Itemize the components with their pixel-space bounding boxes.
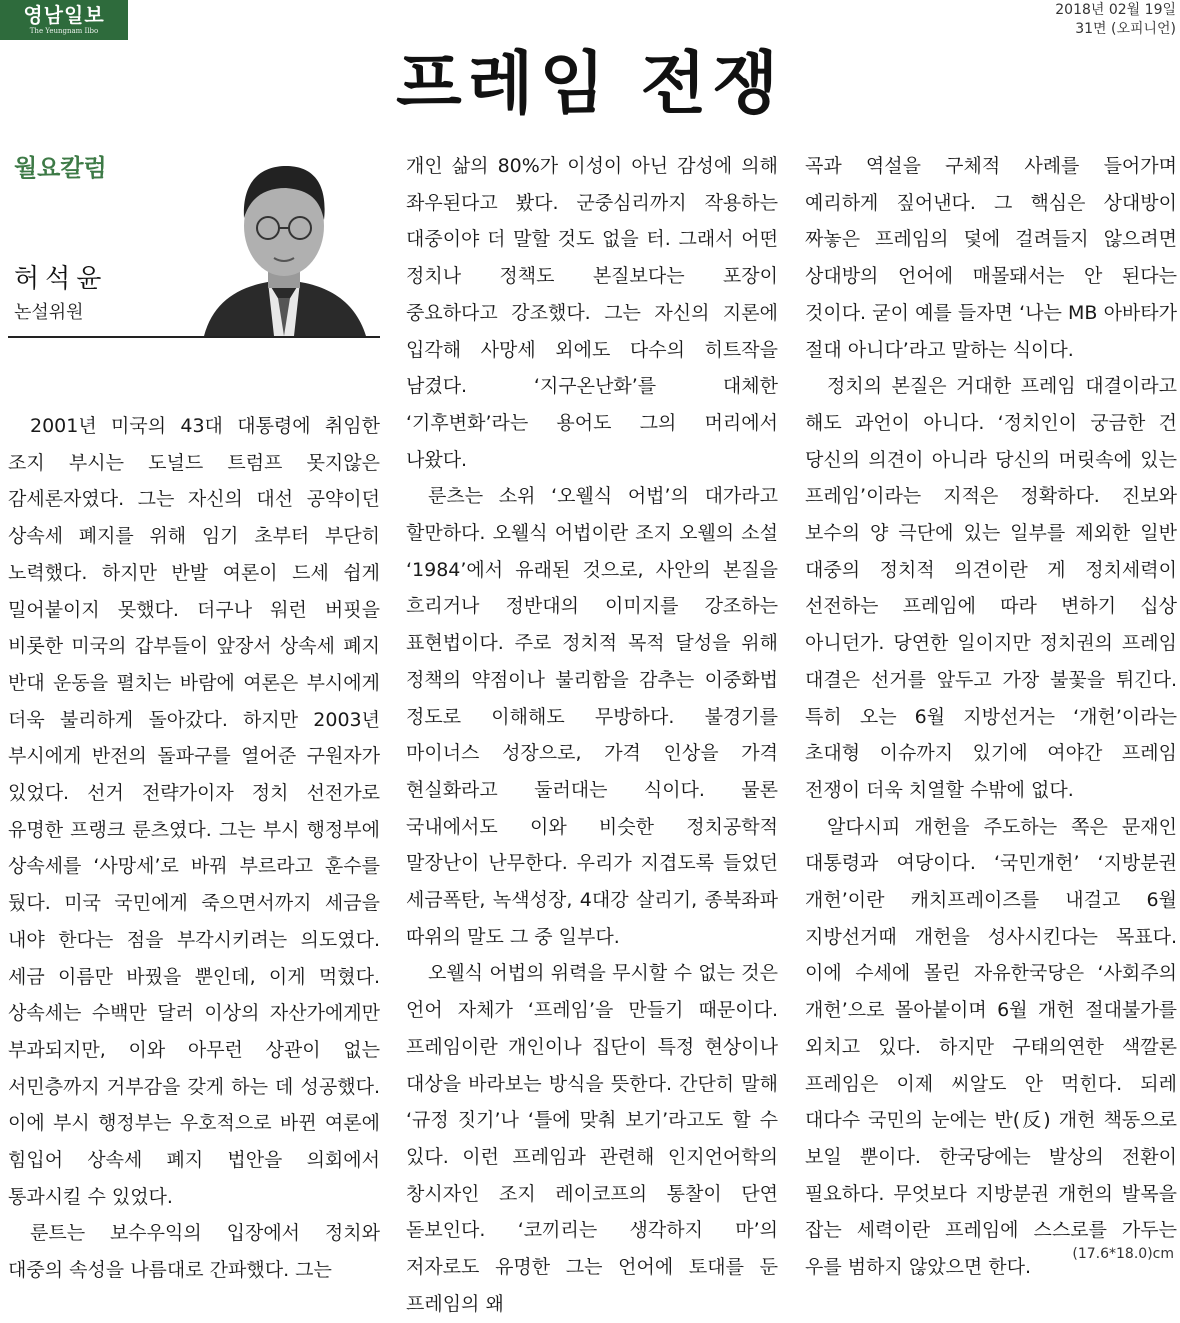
issue-meta [1055, 1, 1176, 39]
issue-page: 31면 (오피니언) [1075, 21, 1176, 37]
article-column-3 [805, 148, 1177, 1286]
paragraph: 2001년 미국의 43대 대통령에 취임한 조지 부시는 도널드 트럼프 못지않은 감세론자였다. 그는 자신의 대선 공약이던 상속세 폐지를 위해 임기 초부터 부단히 노력했다. 하지만 반발 여론이 드세 쉽게 밀어붙이지 못했다. 더구나 워런 버핏을 비롯한 미국의 갑부들이 앞장서 상속세 폐지 반대 운동을 펼치는 바람에 여론은 부시에게 더욱 불리하게 돌아갔다. 하지만 2003년 부시에게 반전의 돌파구를 열어준 구원자가 있었다. 선거 전략가이자 정치 선전가로 유명한 프랭크 룬츠였다. 그는 부시 행정부에 상속세를 ‘사망세’로 바꿔 부르라고 훈수를 뒀다. 미국 국민에게 죽으면서까지 세금을 내야 한다는 점을 부각시키려는 의도였다. 세금 이름만 바꿨을 뿐인데, 이게 먹혔다. 상속세는 수백만 달러 이상의 자산가에게만 부과되지만, 이와 아무런 상관이 없는 서민층까지 거부감을 갖게 하는 데 성공했다. 이에 부시 행정부는 우호적으로 바뀐 여론에 힘입어 상속세 폐지 법안을 의회에서 통과시킬 수 있었다. [8, 415, 380, 1208]
logo-subtitle: The Yeungnam Ilbo [29, 27, 99, 35]
newspaper-logo [0, 0, 128, 40]
author-name: 허석윤 [14, 264, 108, 294]
issue-date: 2018년 02월 19일 [1055, 2, 1176, 18]
article-column-1 [8, 408, 380, 1289]
paragraph: 정치의 본질은 거대한 프레임 대결이라고 해도 과언이 아니다. ‘정치인이 궁금한 건 당신의 의견이 아니라 당신의 머릿속에 있는 프레임’이라는 지적은 정확하다. 진보와 보수의 양 극단에 있는 일부를 제외한 일반 대중의 정치적 의견이란 게 정치세력이 선전하는 프레임에 따라 변하기 십상 아니던가. 당연한 일이지만 정치권의 프레임 대결은 선거를 앞두고 가장 불꽃을 튀긴다. 특히 오는 6월 지방선거는 ‘개헌’이라는 초대형 이슈까지 있기에 여야간 프레임 전쟁이 더욱 치열할 수밖에 없다. [805, 375, 1177, 801]
article-column-2 [406, 148, 778, 1323]
article-size-note: (17.6*18.0)cm [1072, 1246, 1174, 1262]
article-title: 프레임 전쟁 [395, 45, 785, 124]
byline-box [8, 140, 380, 338]
paragraph-continued: 곡과 역설을 구체적 사례를 들어가며 예리하게 짚어낸다. 그 핵심은 상대방이 짜놓은 프레임의 덫에 걸려들지 않으려면 상대방의 언어에 매몰돼서는 안 된다는 것이다. 굳이 예를 들자면 ‘나는 MB 아바타가 절대 아니다’라고 말하는 식이다. [805, 155, 1177, 361]
paragraph: 룬트는 보수우익의 입장에서 정치와 대중의 속성을 나름대로 간파했다. 그는 [8, 1222, 380, 1282]
paragraph: 오웰식 어법의 위력을 무시할 수 없는 것은 언어 자체가 ‘프레임’을 만들기 때문이다. 프레임이란 개인이나 집단이 특정 현상이나 대상을 바라보는 방식을 뜻한다. 간단히 말해 ‘규정 짓기’나 ‘틀에 맞춰 보기’라고도 할 수 있다. 이런 프레임과 관련해 인지언어학의 창시자인 조지 레이코프의 통찰이 단연 돋보인다. ‘코끼리는 생각하지 마’의 저자로도 유명한 그는 언어에 토대를 둔 프레임의 왜 [406, 962, 778, 1315]
paragraph-continued: 개인 삶의 80%가 이성이 아닌 감성에 의해 좌우된다고 봤다. 군중심리까지 작용하는 대중이야 더 말할 것도 없을 터. 그래서 어떤 정치나 정책도 본질보다는 포장이 중요하다고 강조했다. 그는 자신의 지론에 입각해 사망세 외에도 다수의 히트작을 남겼다. ‘지구온난화’를 대체한 ‘기후변화’라는 용어도 그의 머리에서 나왔다. [406, 155, 778, 471]
author-portrait [194, 148, 374, 336]
column-label: 월요칼럼 [14, 154, 107, 182]
paragraph: 알다시피 개헌을 주도하는 쪽은 문재인 대통령과 여당이다. ‘국민개헌’ ‘지방분권 개헌’이란 캐치프레이즈를 내걸고 6월 지방선거때 개헌을 성사시킨다는 목표다. 이에 수세에 몰린 자유한국당은 ‘사회주의 개헌’으로 몰아붙이며 6월 개헌 절대불가를 외치고 있다. 하지만 구태의연한 색깔론 프레임은 이제 씨알도 안 먹힌다. 되레 대다수 국민의 눈에는 반(反) 개헌 책동으로 보일 뿐이다. 한국당에는 발상의 전환이 필요하다. 무엇보다 지방분권 개헌의 발목을 잡는 세력이란 프레임에 스스로를 가두는 우를 범하지 않았으면 한다. [805, 815, 1177, 1279]
logo-text: 영남일보 [23, 3, 105, 27]
author-role: 논설위원 [14, 302, 84, 323]
paragraph: 룬츠는 소위 ‘오웰식 어법’의 대가라고 할만하다. 오웰식 어법이란 조지 오웰의 소설 ‘1984’에서 유래된 것으로, 사안의 본질을 흐리거나 정반대의 이미지를 강조하는 표현법이다. 주로 정치적 목적 달성을 위해 정책의 약점이나 불리함을 감추는 이중화법 정도로 이해해도 무방하다. 불경기를 마이너스 성장으로, 가격 인상을 가격 현실화라고 둘러대는 식이다. 물론 국내에서도 이와 비슷한 정치공학적 말장난이 난무한다. 우리가 지겹도록 들었던 세금폭탄, 녹색성장, 4대강 살리기, 종북좌파 따위의 말도 그 중 일부다. [406, 485, 778, 948]
